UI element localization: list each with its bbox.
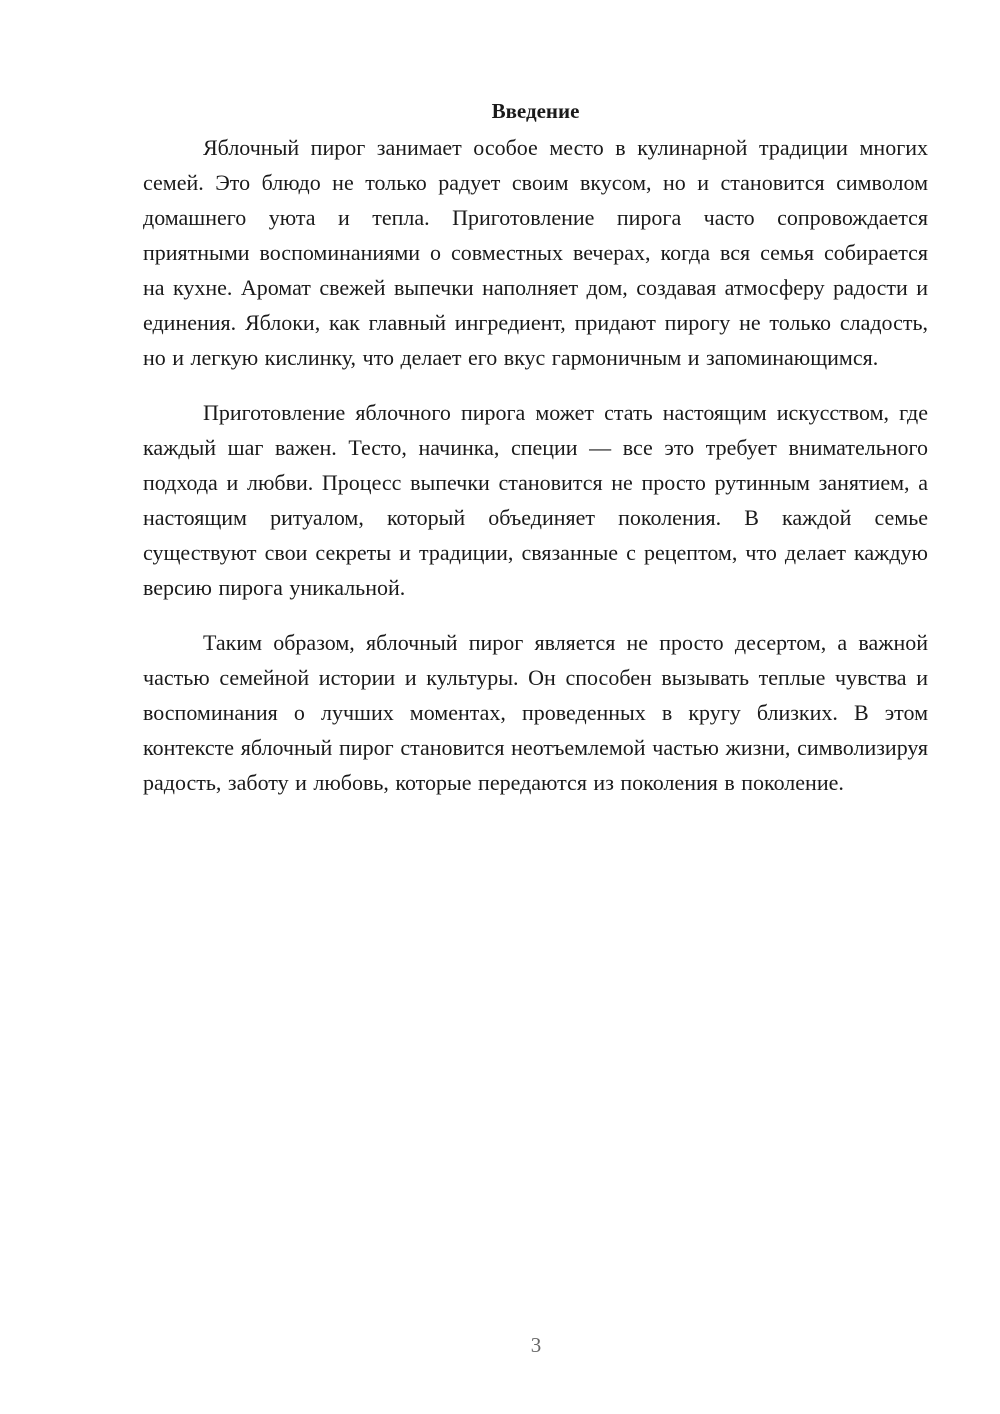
paragraph-2: Приготовление яблочного пирога может стать настоящим искусством, где каждый шаг важен. Тесто, начинка, специи — все это требует внимательного подхода и любви. Процесс выпечки становится не просто рутинным занятием, а настоящим ритуалом, который объединяет поколения. В каждой семье существуют свои секреты и традиции, связанные с рецептом, что делает каждую версию пирога уникальной. [143, 400, 928, 600]
document-body [143, 96, 928, 820]
paragraph-3: Таким образом, яблочный пирог является не просто десертом, а важной частью семейной истории и культуры. Он способен вызывать теплые чувства и воспоминания о лучших моментах, проведенных в кругу близких. В этом контексте яблочный пирог становится неотъемлемой частью жизни, символизируя радость, заботу и любовь, которые передаются из поколения в поколение. [143, 630, 928, 795]
section-title: Введение [491, 99, 580, 123]
paragraph-1: Яблочный пирог занимает особое место в кулинарной традиции многих семей. Это блюдо не только радует своим вкусом, но и становится символом домашнего уюта и тепла. Приготовление пирога часто сопровождается приятными воспоминаниями о совместных вечерах, когда вся семья собирается на кухне. Аромат свежей выпечки наполняет дом, создавая атмосферу радости и единения. Яблоки, как главный ингредиент, придают пирогу не только сладость, но и легкую кислинку, что делает его вкус гармоничным и запоминающимся. [143, 135, 928, 370]
page-number: 3 [530, 1333, 542, 1357]
